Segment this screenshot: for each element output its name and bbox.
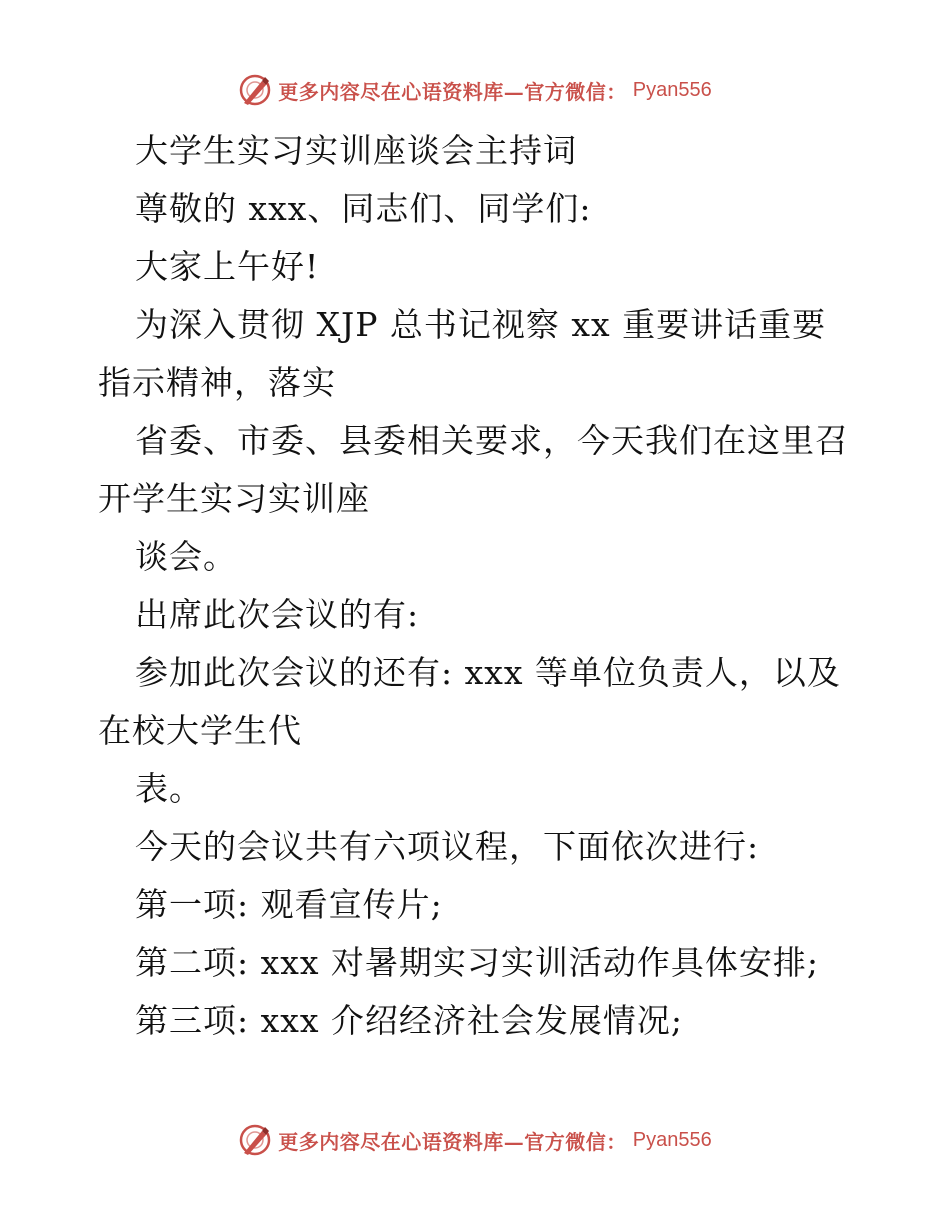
paragraph-line: 省委、市委、县委相关要求，今天我们在这里召 [135, 421, 849, 460]
document-body [98, 122, 858, 1050]
paragraph-line: 表。 [135, 769, 203, 808]
paragraph-line: 为深入贯彻 XJP 总书记视察 xx 重要讲话重要 [135, 305, 827, 344]
paragraph-line: 谈会。 [135, 537, 237, 576]
paragraph-line: 指示精神，落实 [98, 363, 336, 402]
watermark-text: 更多内容尽在心语资料库—官方微信： [278, 79, 627, 104]
paragraph-line: 在校大学生代 [98, 711, 302, 750]
agenda-item-3: 第三项: xxx 介绍经济社会发展情况; [135, 1001, 684, 1040]
agenda-item-2: 第二项: xxx 对暑期实习实训活动作具体安排; [135, 943, 820, 982]
pen-logo-icon [238, 1123, 272, 1157]
pen-logo-icon [238, 73, 272, 107]
header-watermark [0, 70, 950, 110]
paragraph-line: 参加此次会议的还有: xxx 等单位负责人，以及 [135, 653, 841, 692]
paragraph-line: 出席此次会议的有: [135, 595, 420, 634]
salutation: 尊敬的 xxx、同志们、同学们: [135, 189, 592, 228]
watermark-text: 更多内容尽在心语资料库—官方微信： [278, 1129, 627, 1154]
agenda-item-1: 第一项: 观看宣传片; [135, 885, 443, 924]
paragraph-line: 开学生实习实训座 [98, 479, 370, 518]
agenda-intro: 今天的会议共有六项议程，下面依次进行: [135, 827, 760, 866]
greeting: 大家上午好! [135, 247, 320, 286]
document-title: 大学生实习实训座谈会主持词 [135, 131, 577, 170]
footer-watermark [0, 1120, 950, 1160]
watermark-account: Pyan556 [632, 1128, 712, 1151]
watermark-account: Pyan556 [632, 78, 712, 101]
